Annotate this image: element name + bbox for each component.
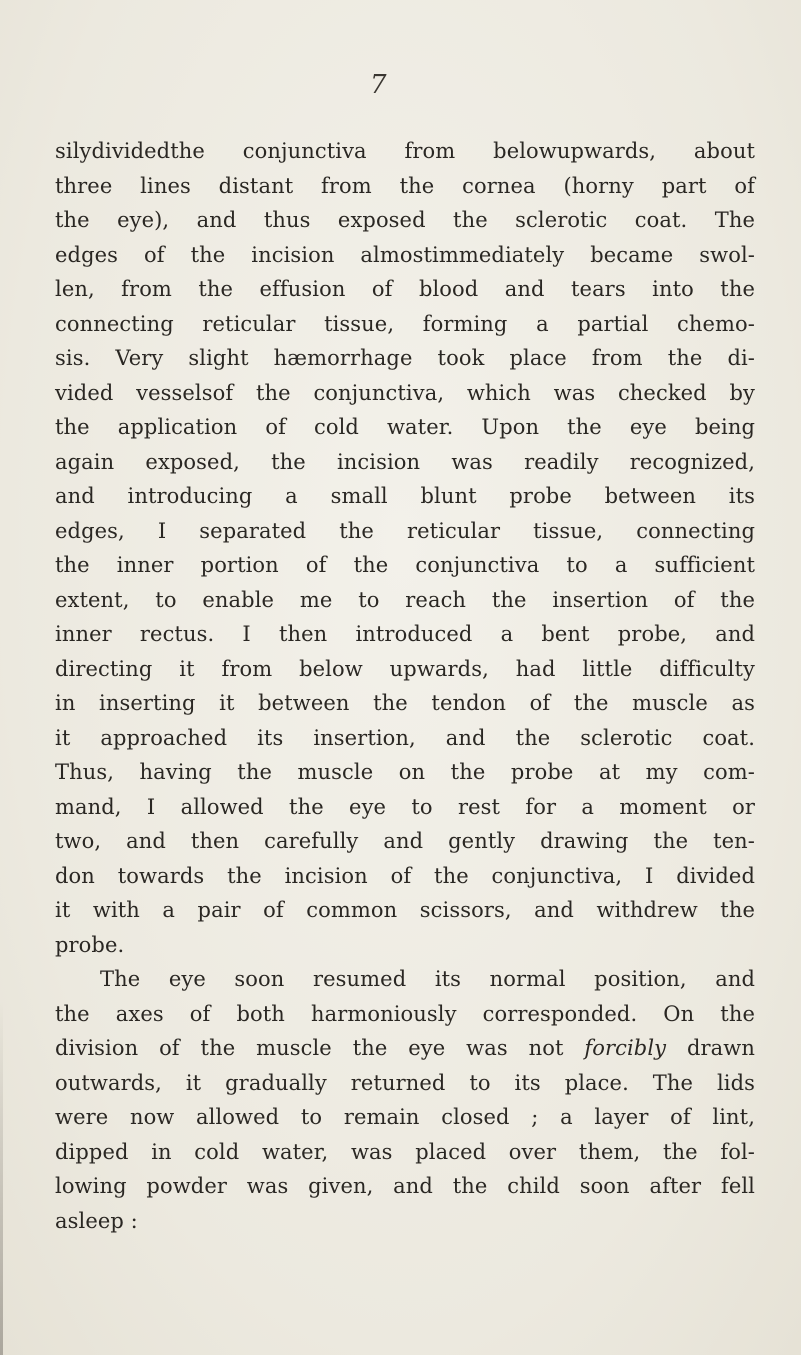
text-line: probe. (55, 932, 125, 957)
text-line: edges, I separated the reticular tissue, connecting (55, 518, 755, 543)
text-line: extent, to enable me to reach the insertion of the (55, 587, 755, 612)
text-line: the inner portion of the conjunctiva to a sufficient (55, 553, 755, 577)
text-line: Thus, having the muscle on the probe at my com- (55, 760, 755, 784)
body-text (55, 134, 755, 1238)
text-line: The eye soon resumed its normal position, and (100, 967, 755, 991)
text-line: outwards, it gradually returned to its place. The lids (55, 1070, 755, 1095)
text-line: directing it from below upwards, had little difficulty (55, 656, 755, 681)
text-line: three lines distant from the cornea (horny part of (55, 173, 755, 198)
text-line: two, and then carefully and gently drawing the ten- (55, 829, 755, 853)
text-line: the eye), and thus exposed the sclerotic coat. The (55, 208, 755, 232)
text-line: again exposed, the incision was readily recognized, (55, 449, 755, 474)
text-line: and introducing a small blunt probe between its (55, 484, 755, 508)
text-line: it approached its insertion, and the sclerotic coat. (55, 725, 755, 750)
text-line: mand, I allowed the eye to rest for a moment or (55, 794, 755, 819)
text-line: inner rectus. I then introduced a bent probe, and (55, 622, 755, 646)
text-line: in inserting it between the tendon of the muscle as (55, 691, 755, 715)
text-line: don towards the incision of the conjunctiva, I divided (55, 863, 755, 888)
text-line: vided vesselsof the conjunctiva, which was checked by (55, 380, 755, 405)
text-line: lowing powder was given, and the child soon after fell (55, 1174, 755, 1198)
text-line: division of the muscle the eye was not forcibly drawn (55, 1036, 755, 1060)
text-line: silydividedthe conjunctiva from belowupwards, about (55, 139, 755, 163)
text-line: dipped in cold water, was placed over them, the fol- (55, 1139, 755, 1164)
text-line: edges of the incision almostimmediately became swol- (55, 242, 755, 267)
text-line: were now allowed to remain closed ; a layer of lint, (55, 1105, 755, 1129)
text-line: the axes of both harmoniously corresponded. On the (55, 1001, 755, 1026)
page-edge-shadow (0, 1000, 3, 1355)
text-line: sis. Very slight hæmorrhage took place from the di- (55, 346, 755, 370)
text-line: it with a pair of common scissors, and withdrew the (55, 898, 755, 922)
page-number: 7 (370, 70, 387, 100)
text-line: asleep : (55, 1208, 138, 1233)
text-line: the application of cold water. Upon the eye being (55, 415, 755, 439)
text-line: len, from the effusion of blood and tears into the (55, 277, 755, 301)
text-line: connecting reticular tissue, forming a partial chemo- (55, 311, 755, 336)
